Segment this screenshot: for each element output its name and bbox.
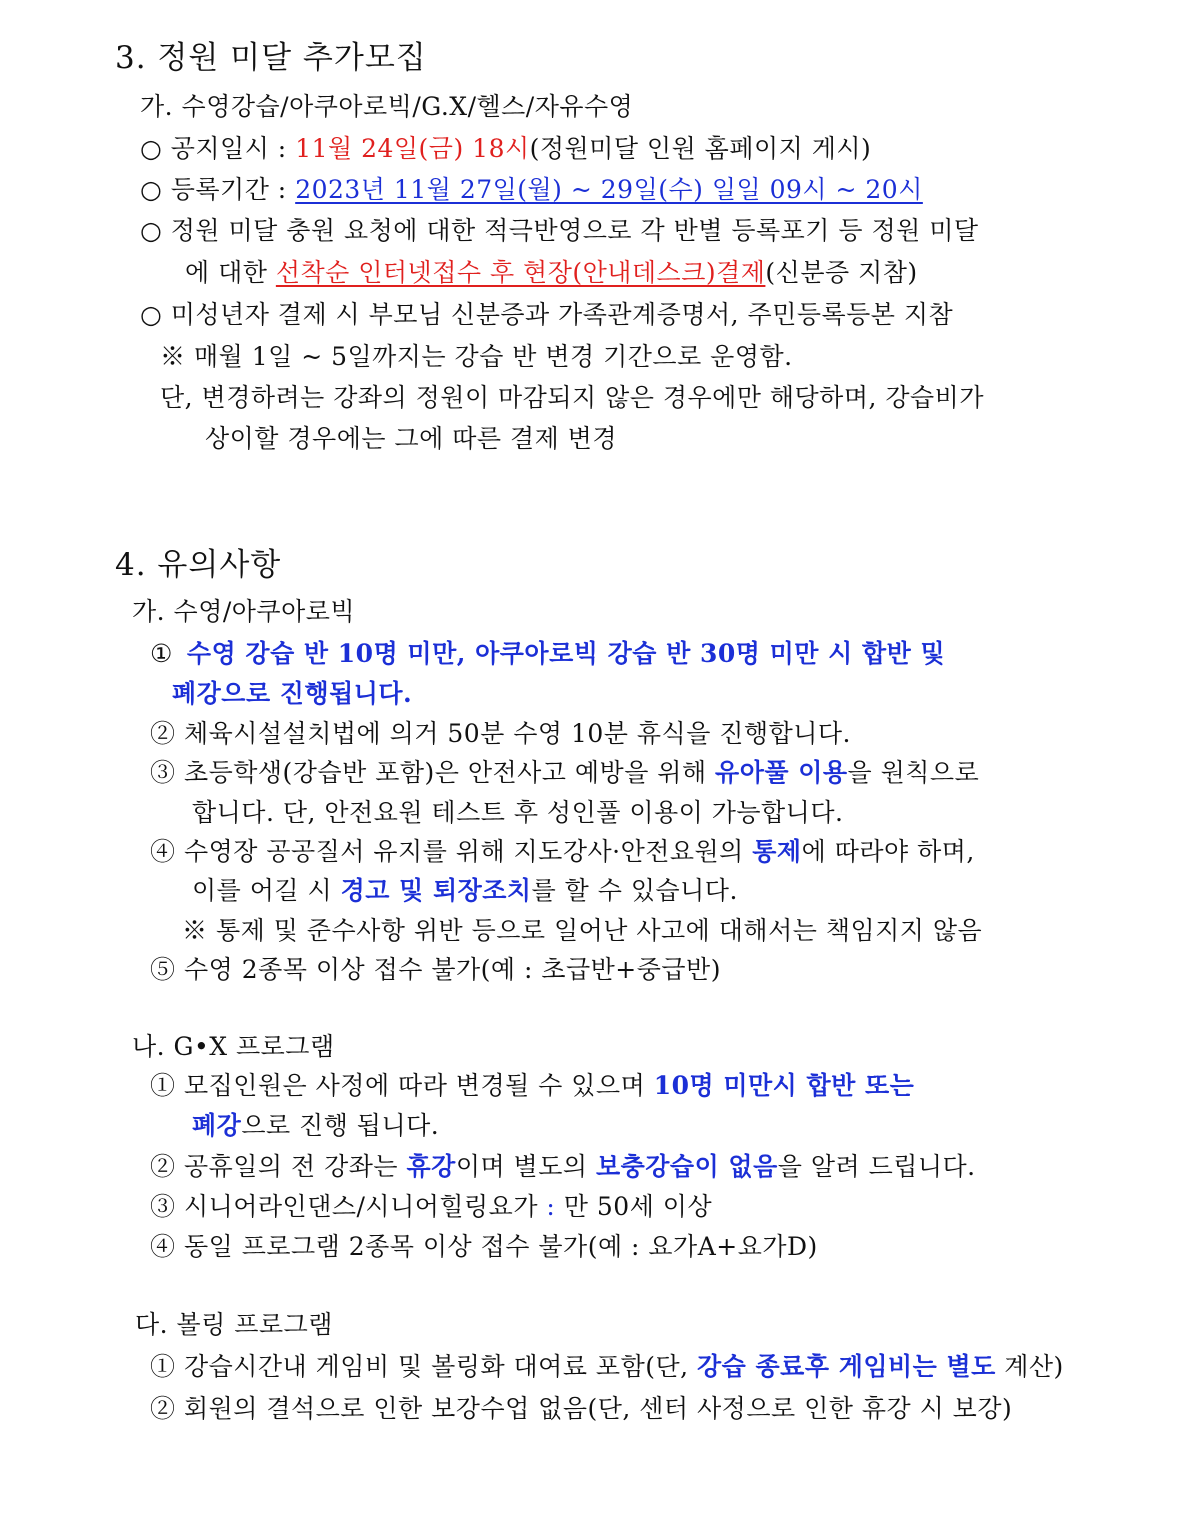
gx-item-1-line-1	[150, 1069, 914, 1103]
gx-item-3-prefix: ③ 시니어라인댄스/시니어힐링요가	[150, 1192, 547, 1221]
notice-line	[140, 132, 871, 166]
gx-item-2-prefix: ② 공휴일의 전 강좌는	[150, 1152, 407, 1181]
gx-item-2-suffix: 을 알려 드립니다.	[777, 1152, 976, 1181]
swim-item-3-prefix: ③ 초등학생(강습반 포함)은 안전사고 예방을 위해	[150, 758, 716, 787]
gx-subtitle: 나. G•X 프로그램	[132, 1032, 335, 1061]
recruit-highlight: 선착순 인터넷접수 후 현장(안내데스크)결제	[275, 258, 766, 287]
swim-item-1-line-1	[150, 637, 945, 671]
swim-item-4-highlight: 통제	[752, 837, 802, 866]
bowling-item-1-suffix: 계산)	[995, 1352, 1064, 1381]
gx-item-1-prefix: ① 모집인원은 사정에 따라 변경될 수 있으며	[150, 1071, 654, 1100]
swim-item-5: ⑤ 수영 2종목 이상 접수 불가(예 : 초급반+중급반)	[150, 955, 721, 984]
registration-period: 2023년 11월 27일(월) ~ 29일(수) 일일 09시 ~ 20시	[295, 175, 923, 204]
registration-label: ○ 등록기간 :	[140, 175, 296, 204]
swim-item-3-line-1	[150, 756, 979, 790]
swim-item-4-line-2-prefix: 이를 어길 시	[192, 876, 341, 905]
notice-suffix: (정원미달 인원 홈페이지 게시)	[529, 134, 872, 163]
swim-item-1-number: ①	[150, 639, 173, 668]
bowling-item-1	[150, 1350, 1064, 1384]
swim-item-4-suffix: 에 따라야 하며,	[801, 837, 975, 866]
notice-label: ○ 공지일시 :	[140, 134, 296, 163]
bowling-item-1-highlight: 강습 종료후 게임비는 별도	[697, 1352, 996, 1381]
recruit-line-1: ○ 정원 미달 충원 요청에 대한 적극반영으로 각 반별 등록포기 등 정원 미달	[140, 216, 979, 245]
gx-item-1-line-2-suffix: 으로 진행 됩니다.	[241, 1111, 440, 1140]
swim-item-2: ② 체육시설설치법에 의거 50분 수영 10분 휴식을 진행합니다.	[150, 719, 851, 748]
change-condition-line-2: 상이할 경우에는 그에 따른 결제 변경	[205, 424, 617, 453]
swim-item-4-line-1	[150, 835, 975, 869]
gx-item-3	[150, 1190, 712, 1224]
swim-item-4-line-2-highlight: 경고 및 퇴장조치	[340, 876, 532, 905]
registration-line	[140, 173, 923, 207]
gx-item-2-middle: 이며 별도의	[455, 1152, 596, 1181]
swim-item-4-line-2-suffix: 를 할 수 있습니다.	[531, 876, 738, 905]
section4-title: 4. 유의사항	[115, 547, 282, 583]
bowling-subtitle: 다. 볼링 프로그램	[135, 1310, 333, 1339]
minor-payment-line: ○ 미성년자 결제 시 부모님 신분증과 가족관계증명서, 주민등록등본 지참	[140, 300, 954, 329]
gx-item-3-suffix: 만 50세 이상	[555, 1192, 713, 1221]
swim-item-4-line-2	[192, 874, 738, 908]
gx-item-2	[150, 1150, 976, 1184]
gx-item-4: ④ 동일 프로그램 2종목 이상 접수 불가(예 : 요가A+요가D)	[150, 1232, 818, 1261]
section3-subtitle: 가. 수영강습/아쿠아로빅/G.X/헬스/자유수영	[140, 92, 634, 121]
swim-item-3-line-2: 합니다. 단, 안전요원 테스트 후 성인풀 이용이 가능합니다.	[192, 798, 844, 827]
swim-item-3-suffix: 을 원칙으로	[847, 758, 980, 787]
swim-item-4-prefix: ④ 수영장 공공질서 유지를 위해 지도강사·안전요원의	[150, 837, 753, 866]
swim-item-1-line-2: 폐강으로 진행됩니다.	[172, 679, 413, 708]
recruit-prefix: 에 대한	[185, 258, 276, 287]
gx-item-1-highlight: 10명 미만시 합반 또는	[653, 1071, 915, 1100]
notice-date: 11월 24일(금) 18시	[295, 134, 530, 163]
swim-item-4-note: ※ 통제 및 준수사항 위반 등으로 일어난 사고에 대해서는 책임지지 않음	[182, 916, 983, 945]
recruit-line-2	[185, 256, 918, 290]
swim-item-3-highlight: 유아풀 이용	[715, 758, 848, 787]
section3-title: 3. 정원 미달 추가모집	[115, 40, 427, 76]
swim-item-1-text: 수영 강습 반 10명 미만, 아쿠아로빅 강습 반 30명 미만 시 합반 및	[186, 639, 946, 668]
bowling-item-1-prefix: ① 강습시간내 게임비 및 볼링화 대여료 포함(단,	[150, 1352, 698, 1381]
monthly-change-note: ※ 매월 1일 ~ 5일까지는 강습 반 변경 기간으로 운영함.	[160, 342, 793, 371]
bowling-item-2: ② 회원의 결석으로 인한 보강수업 없음(단, 센터 사정으로 인한 휴강 시 보강)	[150, 1394, 1013, 1423]
swim-subtitle: 가. 수영/아쿠아로빅	[132, 597, 356, 626]
gx-item-1-line-2-highlight: 폐강	[192, 1111, 242, 1140]
change-condition-line-1: 단, 변경하려는 강좌의 정원이 마감되지 않은 경우에만 해당하며, 강습비가	[160, 383, 984, 412]
recruit-suffix: (신분증 지참)	[765, 258, 918, 287]
gx-item-2-highlight-1: 휴강	[406, 1152, 456, 1181]
gx-item-3-colon: :	[546, 1192, 556, 1221]
gx-item-2-highlight-2: 보충강습이 없음	[595, 1152, 778, 1181]
gx-item-1-line-2	[192, 1109, 439, 1143]
